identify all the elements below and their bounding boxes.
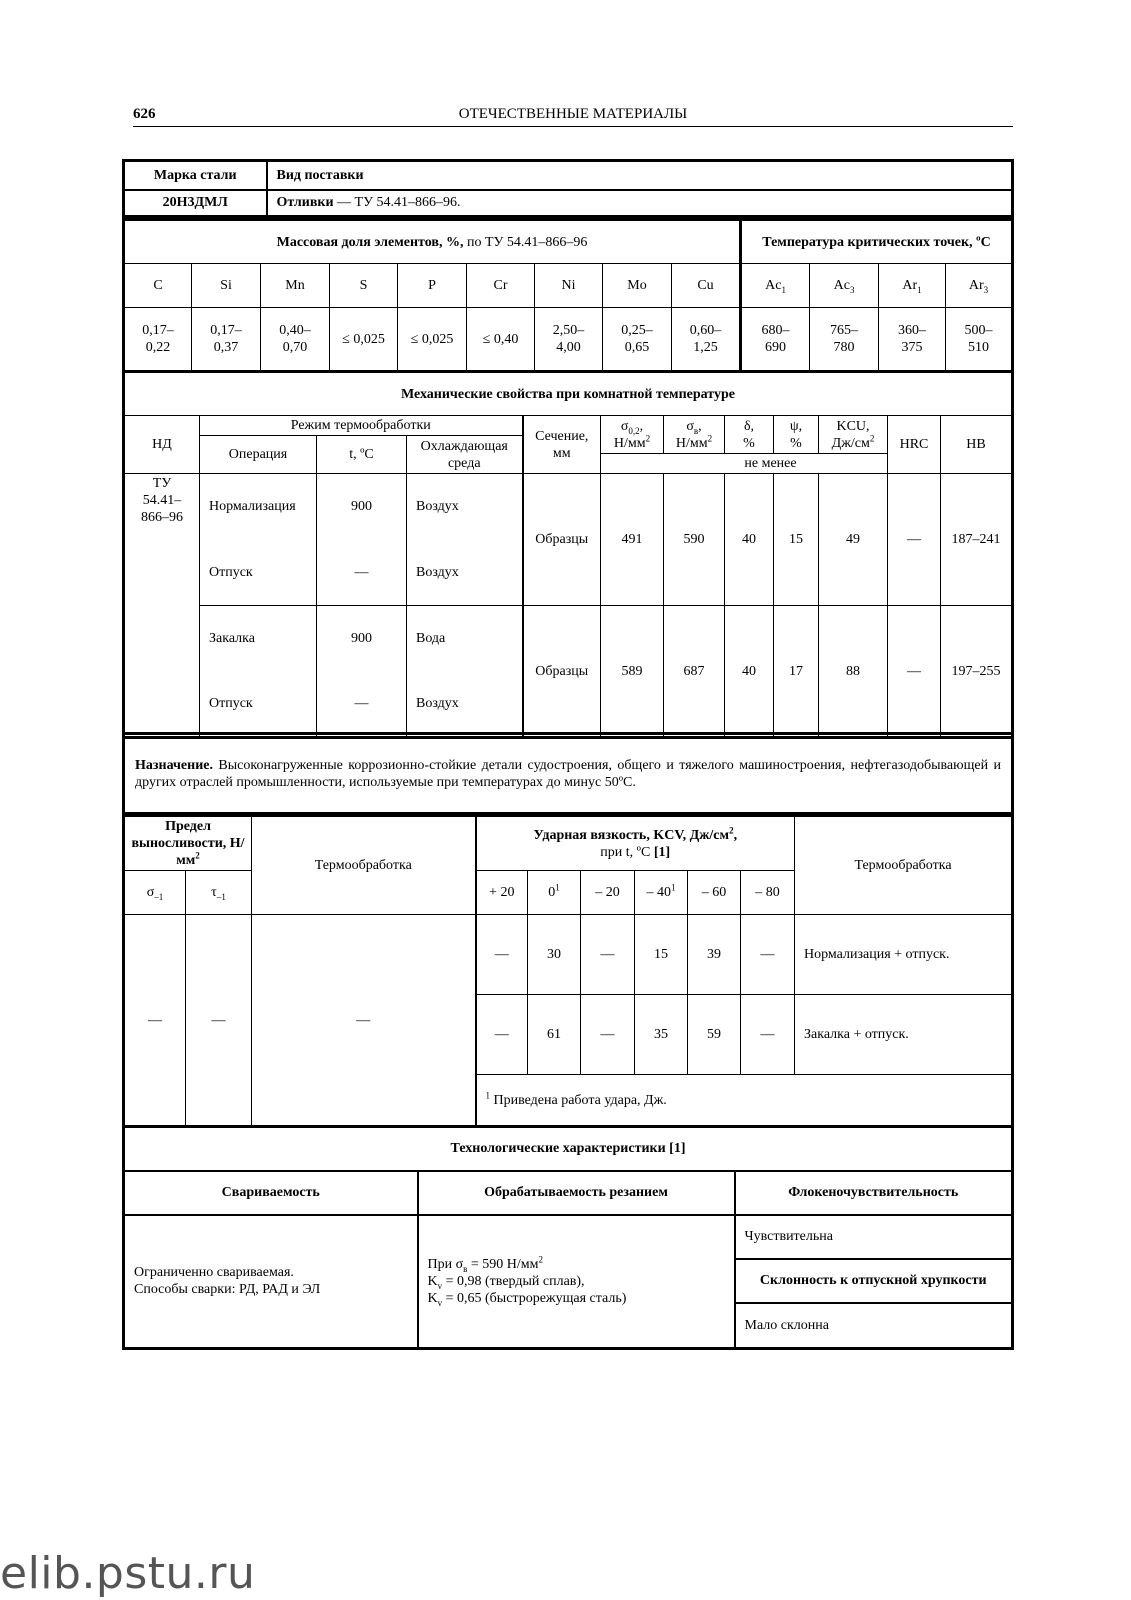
flake-header: Флокеночувствительность — [735, 1171, 1013, 1215]
critical-point-value: 680– 690 — [741, 308, 810, 372]
impact-value: — — [741, 995, 795, 1075]
delta-cell: 40 — [725, 474, 774, 606]
critical-point-value: 360– 375 — [879, 308, 946, 372]
critical-point-value: 765– 780 — [810, 308, 879, 372]
impact-value: — — [741, 915, 795, 995]
temp-cell: 900 — [317, 474, 407, 540]
impact-value: 35 — [635, 995, 688, 1075]
nd-header: НД — [124, 416, 200, 474]
impact-value: 15 — [635, 915, 688, 995]
kcu-cell: 88 — [819, 606, 888, 738]
impact-value: 30 — [528, 915, 581, 995]
hrc-cell: — — [888, 606, 941, 738]
sv-header: $\sigma_в$, $Н/мм^2$ — [664, 416, 725, 454]
hb-cell: 197–255 — [941, 606, 1013, 738]
grade-value: 20Н3ДМЛ — [124, 190, 267, 217]
mode-header: Режим термообработки — [200, 416, 523, 436]
page-number: 626 — [133, 106, 156, 122]
cool-cell: Воздух — [407, 540, 523, 606]
psi-cell: 17 — [774, 606, 819, 738]
critical-point-header: $Ar_1$ — [879, 264, 946, 308]
purpose-table — [122, 732, 1014, 815]
impact-heat-value: Закалка + отпуск. — [795, 995, 1013, 1075]
brittle-value: Мало склонна — [735, 1303, 1013, 1349]
s02-cell: 491 — [601, 474, 664, 606]
critical-point-header: $Ar_3$ — [946, 264, 1013, 308]
fatigue-heat-value: — — [252, 915, 476, 1127]
supply-label: Вид поставки — [267, 161, 1013, 190]
impact-footnote: $^1$ Приведена работа удара, Дж. — [476, 1075, 1013, 1127]
fatigue-heat-header: Термообработка — [252, 816, 476, 915]
running-title: ОТЕЧЕСТВЕННЫЕ МАТЕРИАЛЫ — [458, 106, 688, 122]
critical-point-value: 500– 510 — [946, 308, 1013, 372]
tau-header: $\tau_{-1}$ — [186, 871, 252, 915]
grade-table — [122, 159, 1014, 218]
kcu-cell: 49 — [819, 474, 888, 606]
nd-value: ТУ 54.41– 866–96 — [124, 474, 200, 738]
hrc-header: HRC — [888, 416, 941, 474]
s02-header: $\sigma_{0,2}$, $Н/мм^2$ — [601, 416, 664, 454]
supply-value: Отливки — ТУ 54.41–866–96. — [267, 190, 1013, 217]
op-cell: Отпуск — [200, 540, 317, 606]
weld-header: Свариваемость — [124, 1171, 418, 1215]
section-cell: Образцы — [523, 606, 601, 738]
hb-cell: 187–241 — [941, 474, 1013, 606]
tau-value: — — [186, 915, 252, 1127]
psi-cell: 15 — [774, 474, 819, 606]
watermark: elib.pstu.ru — [0, 1548, 256, 1599]
hb-header: HB — [941, 416, 1013, 474]
not-less-header: не менее — [601, 454, 941, 474]
hrc-cell: — — [888, 474, 941, 606]
fatigue-title: Предел выносливости, $Н/мм^2$ — [124, 816, 252, 871]
element-value: 0,25– 0,65 — [603, 308, 672, 372]
impact-temp-header: – 60 — [688, 871, 741, 915]
element-value: ≤ 0,40 — [467, 308, 535, 372]
impact-temp-header: – $40^1$ — [635, 871, 688, 915]
element-header: Si — [192, 264, 261, 308]
mech-title: Механические свойства при комнатной температуре — [124, 372, 1013, 416]
impact-value: 59 — [688, 995, 741, 1075]
impact-temp-header: – 20 — [581, 871, 635, 915]
element-value: 0,40– 0,70 — [261, 308, 330, 372]
tech-title: Технологические характеристики [1] — [124, 1127, 1013, 1171]
sv-cell: 590 — [664, 474, 725, 606]
element-header: Mn — [261, 264, 330, 308]
delta-cell: 40 — [725, 606, 774, 738]
composition-table — [122, 218, 1014, 373]
critical-point-header: $Ac_1$ — [741, 264, 810, 308]
element-value: ≤ 0,025 — [398, 308, 467, 372]
delta-header: δ, % — [725, 416, 774, 454]
element-header: Mo — [603, 264, 672, 308]
op-cell: Отпуск — [200, 672, 317, 738]
mechanical-table — [122, 370, 1014, 739]
element-value: 0,60– 1,25 — [672, 308, 741, 372]
flake-value: Чувствительна — [735, 1215, 1013, 1259]
element-header: C — [124, 264, 192, 308]
tech-table — [122, 1125, 1014, 1350]
psi-header: ψ, % — [774, 416, 819, 454]
operation-header: Операция — [200, 436, 317, 474]
cut-text: При $\sigma_в = 590$ $Н/мм^2$ $K_v = 0,98$ (твердый сплав), $K_v = 0,65$ (быстрорежущая сталь) — [418, 1215, 735, 1349]
impact-value: — — [476, 915, 528, 995]
impact-value: — — [581, 915, 635, 995]
impact-value: 61 — [528, 995, 581, 1075]
temp-cell: — — [317, 540, 407, 606]
sv-cell: 687 — [664, 606, 725, 738]
impact-temp-header: + 20 — [476, 871, 528, 915]
temp-cell: 900 — [317, 606, 407, 672]
impact-heat-header: Термообработка — [795, 816, 1013, 915]
grade-label: Марка стали — [124, 161, 267, 190]
temp-cell: — — [317, 672, 407, 738]
weld-text: Ограниченно свариваемая. Способы сварки: РД, РАД и ЭЛ — [124, 1215, 418, 1349]
cool-cell: Воздух — [407, 474, 523, 540]
impact-value: 39 — [688, 915, 741, 995]
impact-title: Ударная вязкость, KCV, $Дж/см^2$, при t, ºС [1] — [476, 816, 795, 871]
sigma-header: $\sigma_{-1}$ — [124, 871, 186, 915]
impact-temp-header: $0^1$ — [528, 871, 581, 915]
op-cell: Нормализация — [200, 474, 317, 540]
element-value: 0,17– 0,22 — [124, 308, 192, 372]
impact-heat-value: Нормализация + отпуск. — [795, 915, 1013, 995]
brittle-header: Склонность к отпускной хрупкости — [735, 1259, 1013, 1303]
critical-points-title: Температура критических точек, ºС — [741, 220, 1013, 264]
element-header: S — [330, 264, 398, 308]
section-header: Сечение, мм — [523, 416, 601, 474]
cool-cell: Воздух — [407, 672, 523, 738]
element-value: 0,17– 0,37 — [192, 308, 261, 372]
cooling-header: Охлаждающая среда — [407, 436, 523, 474]
element-header: Ni — [535, 264, 603, 308]
composition-title: Массовая доля элементов, %, по ТУ 54.41–866–96 — [124, 220, 741, 264]
element-value: ≤ 0,025 — [330, 308, 398, 372]
op-cell: Закалка — [200, 606, 317, 672]
page-header — [133, 106, 1013, 127]
element-value: 2,50– 4,00 — [535, 308, 603, 372]
purpose-text: Назначение. Высоконагруженные коррозионно-стойкие детали судостроения, общего и тяжелого машиностроения, нефтегазодобывающей и других отраслей промышленности, используемые при температурах до минус 50ºС. — [124, 734, 1013, 814]
impact-table — [122, 814, 1014, 1128]
impact-value: — — [476, 995, 528, 1075]
temp-header: t, ºС — [317, 436, 407, 474]
kcu-header: KCU, $Дж/см^2$ — [819, 416, 888, 454]
cool-cell: Вода — [407, 606, 523, 672]
impact-value: — — [581, 995, 635, 1075]
sigma-value: — — [124, 915, 186, 1127]
element-header: P — [398, 264, 467, 308]
critical-point-header: $Ac_3$ — [810, 264, 879, 308]
element-header: Cr — [467, 264, 535, 308]
cut-header: Обрабатываемость резанием — [418, 1171, 735, 1215]
impact-temp-header: – 80 — [741, 871, 795, 915]
section-cell: Образцы — [523, 474, 601, 606]
element-header: Cu — [672, 264, 741, 308]
s02-cell: 589 — [601, 606, 664, 738]
